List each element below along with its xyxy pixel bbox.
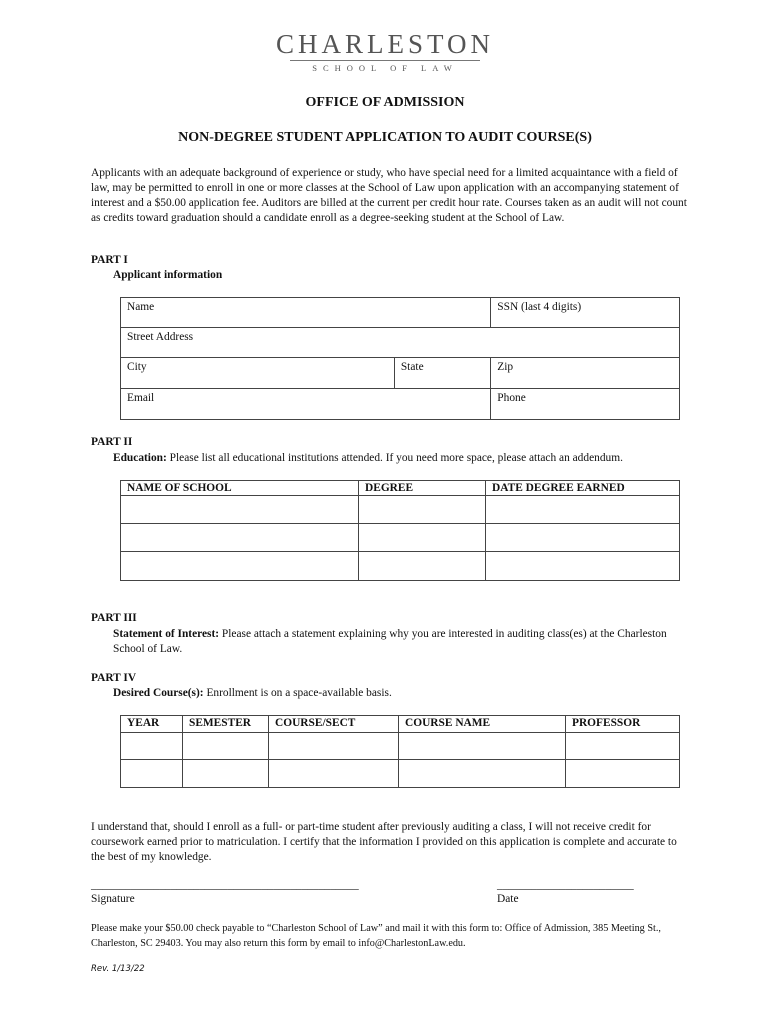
logo-wordmark: CHARLESTON	[275, 29, 495, 59]
part4-subheading	[113, 687, 392, 699]
part2-sub-bold: Education:	[113, 452, 167, 464]
applicant-info-table	[120, 297, 680, 420]
name-field[interactable]	[121, 298, 491, 328]
ssn-label: SSN (last 4 digits)	[497, 301, 582, 313]
part2-heading: PART II	[91, 436, 133, 448]
date-label: Date	[497, 893, 519, 905]
form-title: NON-DEGREE STUDENT APPLICATION TO AUDIT COURSE(S)	[178, 130, 592, 145]
street-address-field[interactable]	[121, 328, 680, 358]
logo-divider	[290, 60, 480, 61]
col-name-of-school: NAME OF SCHOOL	[121, 481, 359, 496]
year-cell[interactable]	[121, 760, 183, 788]
part2-sub-text: Please list all educational institutions attended. If you need more space, please attach an addendum.	[166, 452, 623, 464]
part3-heading: PART III	[91, 612, 137, 624]
school-cell[interactable]	[121, 552, 359, 581]
course-name-cell[interactable]	[399, 733, 566, 760]
part3-subheading	[113, 627, 683, 657]
part1-heading: PART I	[91, 254, 128, 266]
degree-cell[interactable]	[359, 496, 486, 524]
semester-cell[interactable]	[183, 733, 269, 760]
zip-field[interactable]	[491, 358, 680, 389]
semester-cell[interactable]	[183, 760, 269, 788]
date-cell[interactable]	[486, 552, 680, 581]
part4-sub-bold: Desired Course(s):	[113, 687, 204, 699]
date-cell[interactable]	[486, 524, 680, 552]
courses-table	[120, 715, 680, 788]
col-professor: PROFESSOR	[566, 716, 680, 733]
school-cell[interactable]	[121, 524, 359, 552]
part4-heading: PART IV	[91, 672, 137, 684]
name-label: Name	[127, 301, 155, 313]
signature-label: Signature	[91, 893, 135, 905]
city-field[interactable]	[121, 358, 395, 389]
part3-sub-bold: Statement of Interest:	[113, 628, 220, 640]
school-cell[interactable]	[121, 496, 359, 524]
ssn-field[interactable]	[491, 298, 680, 328]
col-course-name: COURSE NAME	[399, 716, 566, 733]
table-row	[121, 760, 680, 788]
part3-sub-text: Please attach a statement explaining why you are interested in auditing class(es) at the Charleston School of Law.	[113, 628, 667, 655]
state-label: State	[400, 361, 424, 373]
degree-cell[interactable]	[359, 552, 486, 581]
course-sect-cell[interactable]	[269, 733, 399, 760]
col-semester: SEMESTER	[183, 716, 269, 733]
col-date-degree-earned: DATE DEGREE EARNED	[486, 481, 680, 496]
table-row	[121, 733, 680, 760]
mailing-instructions: Please make your $50.00 check payable to “Charleston School of Law” and mail it with this form to: Office of Admission, 385 Meeting St., Charleston, SC 29403. You may also return this form by email to info@CharlestonLaw.edu.	[91, 923, 661, 949]
street-address-label: Street Address	[127, 331, 194, 343]
signature-line[interactable]: _______________________________________________	[91, 879, 359, 891]
education-table	[120, 480, 680, 581]
course-name-cell[interactable]	[399, 760, 566, 788]
part4-sub-text: Enrollment is on a space-available basis.	[203, 687, 392, 699]
professor-cell[interactable]	[566, 733, 680, 760]
logo-subtitle: SCHOOL OF LAW	[312, 63, 458, 73]
table-row	[121, 552, 680, 581]
col-course-sect: COURSE/SECT	[269, 716, 399, 733]
col-degree: DEGREE	[359, 481, 486, 496]
date-cell[interactable]	[486, 496, 680, 524]
professor-cell[interactable]	[566, 760, 680, 788]
table-row	[121, 524, 680, 552]
col-year: YEAR	[121, 716, 183, 733]
part1-subheading: Applicant information	[113, 269, 223, 281]
course-sect-cell[interactable]	[269, 760, 399, 788]
intro-paragraph: Applicants with an adequate background of experience or study, who have special need for a limited acquaintance with a field of law, may be permitted to enroll in one or more classes at the School of Law upon application with an accompanying statement of interest and a $50.00 application fee. Auditors are billed at the current per credit hour rate. Courses taken as an audit will not count as credits toward graduation should a candidate enroll as a degree-seeking student at the School of Law.	[91, 167, 687, 224]
email-label: Email	[127, 392, 155, 404]
phone-field[interactable]	[491, 389, 680, 420]
revision-date: Rev. 1/13/22	[91, 964, 145, 974]
email-field[interactable]	[121, 389, 491, 420]
table-row	[121, 496, 680, 524]
office-heading: OFFICE OF ADMISSION	[305, 95, 465, 110]
zip-label: Zip	[497, 361, 514, 373]
degree-cell[interactable]	[359, 524, 486, 552]
date-line[interactable]: ________________________	[497, 879, 634, 891]
city-label: City	[127, 361, 147, 373]
state-field[interactable]	[394, 358, 490, 389]
certification-paragraph: I understand that, should I enroll as a full- or part-time student after previously auditing a class, I will not receive credit for coursework earned prior to matriculation. I certify that the information I provided on this application is complete and accurate to the best of my knowledge.	[91, 821, 677, 863]
part2-subheading	[113, 452, 713, 464]
phone-label: Phone	[497, 392, 526, 404]
year-cell[interactable]	[121, 733, 183, 760]
